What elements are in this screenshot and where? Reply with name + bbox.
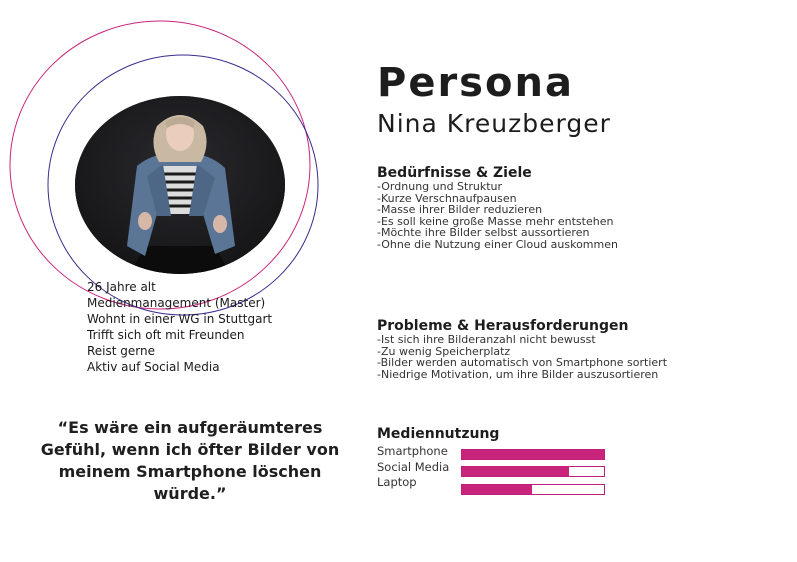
fact-travel: Reist gerne [87,344,155,358]
media-labels [377,444,449,491]
media-label-laptop: Laptop [377,475,417,489]
usage-bar-laptop [461,484,605,495]
needs-section [377,165,777,250]
list-item: -Zu wenig Speicherplatz [377,344,511,358]
persona-photo [75,96,285,274]
usage-fill [462,485,532,494]
problems-list [377,334,777,380]
media-label-smartphone: Smartphone [377,444,448,458]
list-item: -Ordnung und Struktur [377,180,503,193]
list-item: -Ist sich ihre Bilderanzahl nicht bewusst [377,333,596,346]
fact-study: Medienmanagement (Master) [87,296,266,310]
usage-fill [462,450,604,459]
media-heading: Mediennutzung [377,426,500,442]
list-item: -Bilder werden automatisch von Smartphone sortiert [377,356,668,369]
list-item: -Kurze Verschnaufpausen [377,191,517,205]
fact-social: Aktiv auf Social Media [87,360,220,374]
usage-bar-social [461,466,605,477]
persona-quote: “Es wäre ein aufgeräumteres Gefühl, wenn ich öfter Bilder von meinem Smartphone löschen würde.” [40,418,340,503]
list-item: -Masse ihrer Bilder reduzieren [377,203,543,216]
fact-living: Wohnt in einer WG in Stuttgart [87,312,273,326]
media-section [377,426,777,442]
fact-friends: Trifft sich oft mit Freunden [87,328,245,342]
portrait-illustration [75,96,285,274]
list-item: -Es soll keine große Masse mehr entstehen [377,214,614,228]
problems-section [377,318,777,380]
needs-heading: Bedürfnisse & Ziele [377,165,532,181]
list-item: -Ohne die Nutzung einer Cloud auskommen [377,237,618,251]
fact-age: 26 Jahre alt [87,280,156,294]
needs-list [377,181,777,250]
page-title: Persona [377,60,574,106]
list-item: -Möchte ihre Bilder selbst aussortieren [377,226,590,239]
usage-bar-smartphone [461,449,605,460]
persona-facts [87,279,287,375]
list-item: -Niedrige Motivation, um ihre Bilder auszusortieren [377,367,659,381]
media-label-social: Social Media [377,459,450,474]
usage-fill [462,467,569,476]
persona-name: Nina Kreuzberger [377,109,611,138]
problems-heading: Probleme & Herausforderungen [377,318,629,334]
